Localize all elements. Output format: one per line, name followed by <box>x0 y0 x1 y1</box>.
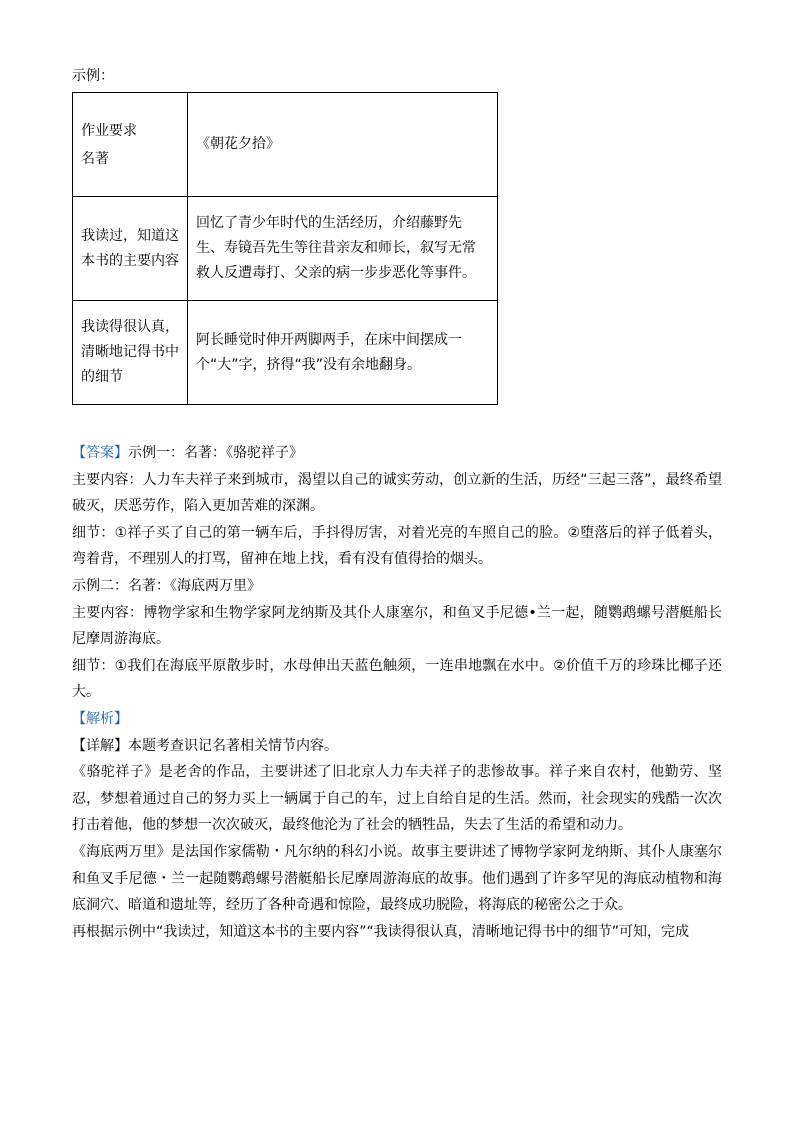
detail-tag: 【详解】 <box>72 737 128 754</box>
table-cell-book-title: 《朝花夕拾》 <box>188 93 498 197</box>
table-cell-requirement-content: 我读过，知道这本书的主要内容 <box>73 197 188 301</box>
example2-detail: 细节：①我们在海底平原散步时，水母伸出天蓝色触须，一连串地飘在水中。②价值千万的珍珠比椰子还大。 <box>72 657 722 701</box>
table-cell-header-left <box>73 93 188 197</box>
table-row <box>73 301 498 405</box>
example-table <box>72 92 498 405</box>
analysis-tag: 【解析】 <box>72 710 128 727</box>
detail-text: 本题考查识记名著相关情节内容。 <box>128 737 338 754</box>
analysis-paragraph-2: 《海底两万里》是法国作家儒勒・凡尔纳的科幻小说。故事主要讲述了博物学家阿龙纳斯、其仆人康塞尔和鱼叉手尼德・兰一起随鹦鹉螺号潜艇船长尼摩周游海底的故事。他们遇到了许多罕见的海底动植物和海底洞穴、暗道和遗址等，经历了各种奇遇和惊险，最终成功脱险，将海底的秘密公之于众。 <box>72 843 722 914</box>
answer-body <box>72 440 722 945</box>
analysis-paragraph-1: 《骆驼祥子》是老舍的作品，主要讲述了旧北京人力车夫祥子的悲惨故事。祥子来自农村，他勤劳、坚忍，梦想着通过自己的努力买上一辆属于自己的车，过上自给自足的生活。然而，社会现实的残酷一次次打击着他，他的梦想一次次破灭，最终他沦为了社会的牺牲品，失去了生活的希望和动力。 <box>72 764 722 834</box>
detail-heading <box>72 733 722 760</box>
table-cell-requirement-detail: 我读得很认真，清晰地记得书中的细节 <box>73 301 188 405</box>
analysis-heading <box>72 706 722 733</box>
table-cell-detail-text: 阿长睡觉时伸开两脚两手，在床中间摆成一个“大”字，挤得“我”没有余地翻身。 <box>188 301 498 405</box>
answer-heading <box>72 440 722 467</box>
example1-detail: 细节：①祥子买了自己的第一辆车后，手抖得厉害，对着光亮的车照自己的脸。②堕落后的祥子低着头，弯着背，不理别人的打骂，留神在地上找，看有没有值得拾的烟头。 <box>72 524 722 568</box>
example1-content: 主要内容：人力车夫祥子来到城市，渴望以自己的诚实劳动，创立新的生活，历经“三起三落”，最终希望破灭，厌恶劳作，陷入更加苦难的深渊。 <box>72 471 722 515</box>
answer-tag: 【答案】 <box>72 445 128 461</box>
example2-title: 示例二：名著：《海底两万里》 <box>72 577 261 594</box>
example-label: 示例： <box>72 68 114 84</box>
example2-content: 主要内容：博物学家和生物学家阿龙纳斯及其仆人康塞尔，和鱼叉手尼德•兰一起，随鹦鹉螺号潜艇船长尼摩周游海底。 <box>72 604 722 648</box>
example1-title: 示例一：名著：《骆驼祥子》 <box>128 445 303 461</box>
table-cell-content-summary: 回忆了青少年时代的生活经历，介绍藤野先生、寿镜吾先生等往昔亲友和师长，叙写无常救人反遭毒打、父亲的病一步步恶化等事件。 <box>188 197 498 301</box>
table-row <box>73 197 498 301</box>
header-book-name: 名著 <box>81 150 109 167</box>
table-row <box>73 93 498 197</box>
analysis-paragraph-3: 再根据示例中“我读过，知道这本书的主要内容”“我读得很认真，清晰地记得书中的细节”可知，完成 <box>72 923 690 940</box>
header-requirement: 作业要求 <box>81 122 137 139</box>
